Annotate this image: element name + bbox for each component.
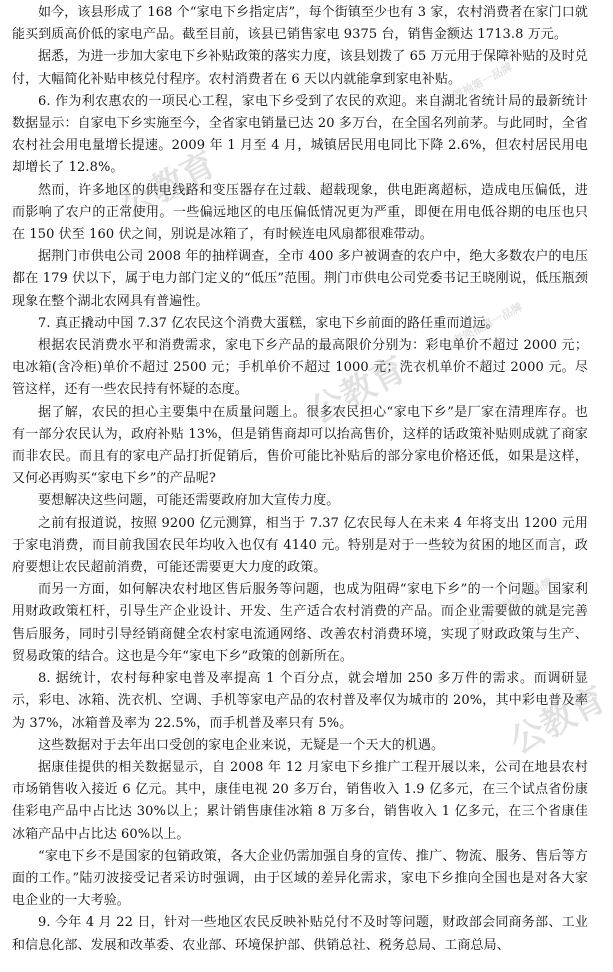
watermark-slogan: 公考领袖第一品牌: [440, 300, 525, 354]
watermark-slogan: 公考领袖第一品牌: [430, 60, 515, 114]
paragraph-7: 根据农民消费水平和消费需求，家电下乡产品的最高限价分别为：彩电单价不超过 2000 元；电冰箱(含冷柜)单价不超过 2500 元；手机单价不超过 1000 元；洗衣机单价不超过 2000 元。尽管这样，还有一些农民持有怀疑的态度。: [12, 338, 588, 398]
paragraph-10: 之前有报道说，按照 9200 亿元测算，相当于 7.37 亿农民每人在未来 4 年将支出 1200 元用于家电消费，而目前我国农民年均收入也仅有 4140 元。特别是对于一些较为贫困的地区而言，政府要想让农民超前消费，可能还需要更大力度的政策。: [12, 515, 588, 576]
paragraph-6: 7. 真正撬动中国 7.37 亿农民这个消费大蛋糕，家电下乡前面的路任重而道远。: [38, 315, 499, 331]
paragraph-11: 而另一方面，如何解决农村地区售后服务等问题，也成为阻碍“家电下乡”的一个问题。国家利用财政政策杠杆，引导生产企业设计、开发、生产适合农村消费的产品。而企业需要做的就是完善售后服务，同时引导经销商健全农村家电流通网络、改善农村消费环境，实现了财政政策与生产、贸易政策的结合。这也是今年“家电下乡”政策的创新所在。: [12, 582, 588, 664]
paragraph-14: 据康佳提供的相关数据显示，自 2008 年 12 月家电下乡推广工程开展以来，公司在地县农村市场销售收入接近 6 亿元。其中，康佳电视 20 多万台，销售收入 1.9 亿多元，在三个试点省份康佳彩电产品中占比达 30%以上；累计销售康佳冰箱 8 万多台，销售收入 1 亿多元，在三个省康佳冰箱产品中占比达 60%以上。: [12, 759, 588, 842]
paragraph-1: 如今，该县形成了 168 个“家电下乡指定店”，每个街镇至少也有 3 家，农村消费者在家门口就能买到质高价低的家电产品。截至目前，该县已销售家电 9375 台，销售金额达 1713.8 万元。: [12, 5, 588, 43]
paragraph-3: 6. 作为利农惠农的一项民心工程，家电下乡受到了农民的欢迎。来自湖北省统计局的最新统计数据显示：自家电下乡实施至今，全省家电销量已达 20 多万台，在全国名列前茅。与此同时，全省农村社会用电量增长提速。2009 年 1 月至 4 月，城镇居民用电同比下降 2.6%，但农村居民用电却增长了 12.8%。: [12, 93, 588, 176]
paragraph-4: 然而，许多地区的供电线路和变压器存在过载、超载现象，供电距离超标，造成电压偏低，进而影响了农户的正常使用。一些偏远地区的电压偏低情况更为严重，即便在用电低谷期的电压也只在 150 伏至 160 伏之间，别说是冰箱了，有时候连电风扇都很难带动。: [12, 182, 588, 243]
article-body: [12, 2, 588, 957]
watermark-logo: 公教育: [113, 144, 223, 228]
paragraph-5: 据荆门市供电公司 2008 年的抽样调查，全市 400 多户被调查的农户中，绝大多数农户的电压都在 179 伏以下，属于电力部门定义的“低压”范围。荆门市供电公司党委书记王晓刚说，低压瓶颈现象在整个湖北农网具有普遍性。: [12, 249, 588, 309]
paragraph-13: 这些数据对于去年出口受创的家电企业来说，无疑是一个天大的机遇。: [38, 737, 445, 753]
watermark-logo: 公教育: [503, 679, 613, 763]
paragraph-12: 8. 据统计，农村每种家电普及率提高 1 个百分点，就会增加 250 多万件的需求。而调研显示，彩电、冰箱、洗衣机、空调、手机等家电产品的农村普及率仅为城市的 20%，其中彩电普及率为 37%，冰箱普及率为 22.5%，而手机普及率只有 5%。: [12, 671, 588, 731]
paragraph-16: 9. 今年 4 月 22 日，针对一些地区农民反映补贴兑付不及时等问题，财政部会同商务部、工业和信息化部、发展和改革委、农业部、环境保护部、供销总社、税务总局、工商总局、: [12, 915, 588, 953]
paragraph-2: 据悉，为进一步加大家电下乡补贴政策的落实力度，该县划拨了 65 万元用于保障补贴的及时兑付，大幅简化补贴申核兑付程序。农村消费者在 6 天以内就能拿到家电补贴。: [12, 49, 588, 87]
paragraph-15: “家电下乡不是国家的包销政策，各大企业仍需加强自身的宣传、推广、物流、服务、售后等方面的工作。”陆刃波接受记者采访时强调，由于区域的差异化需求，家电下乡推向全国也是对各大家电企业的一大考验。: [12, 848, 588, 909]
paragraph-9: 要想解决这些问题，可能还需要政府加大宣传力度。: [38, 493, 340, 509]
watermark-slogan: 公考领袖第一品牌: [470, 575, 555, 629]
watermark-logo: 公教育: [303, 349, 413, 433]
paragraph-8: 据了解，农民的担心主要集中在质量问题上。很多农民担心“家电下乡”是厂家在清理库存。也有一部分农民认为，政府补贴 13%，但是销售商却可以抬高售价，这样的话政策补贴则成就了商家而非农民。而且有的家电产品打折促销后，售价可能比补贴后的部分家电价格还低，如果是这样，又何必再购买“家电下乡”的产品呢?: [12, 404, 588, 487]
